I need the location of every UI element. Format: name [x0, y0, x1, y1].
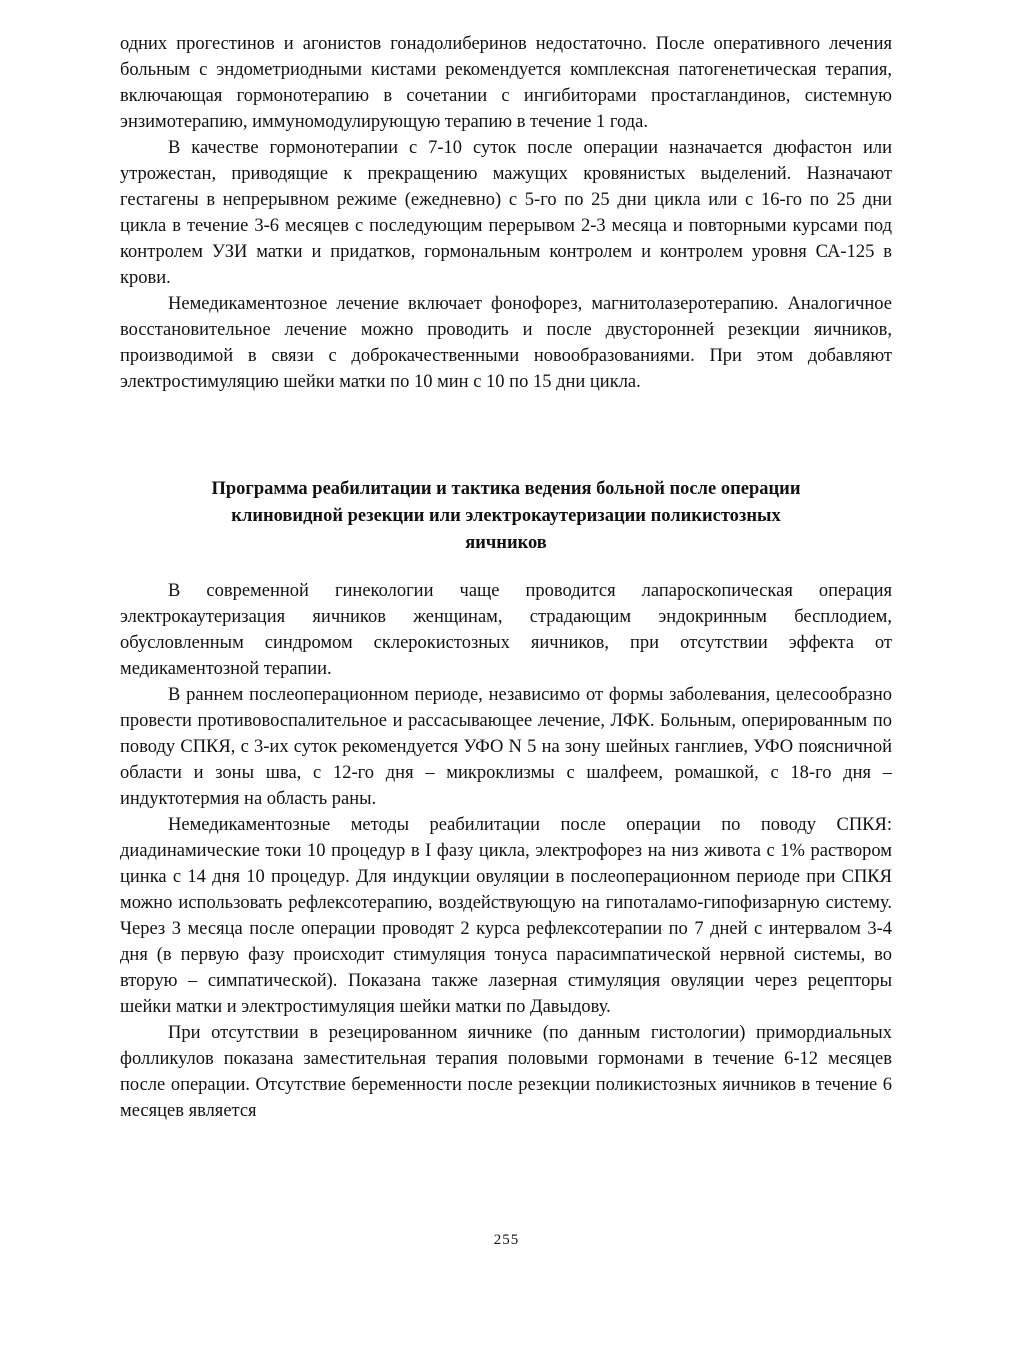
paragraph-2: В качестве гормонотерапии с 7-10 суток после операции назначается дюфастон или утрожестан, приводящие к прекращению мажущих кровянистых выделений. Назначают гестагены в непрерывном режиме (ежедневно) с 5-го по 25 дни цикла или с 16-го по 25 дни цикла в течение 3-6 месяцев с последующим перерывом 2-3 месяца и повторными курсами под контролем УЗИ матки и придатков, гормональным контролем и контролем уровня СА-125 в крови. — [120, 138, 892, 288]
heading-line-2: клиновидной резекции или электрокаутеризации поликистозных — [231, 506, 781, 526]
paragraph-4: В современной гинекологии чаще проводится лапароскопическая операция электрокаутеризация яичников женщинам, страдающим эндокринным бесплодием, обусловленным синдромом склерокистозных яичников, при отсутствии эффекта от медикаментозной терапии. — [120, 581, 892, 679]
paragraph-5: В раннем послеоперационном периоде, независимо от формы заболевания, целесообразно провести противовоспалительное и рассасывающее лечение, ЛФК. Больным, оперированным по поводу СПКЯ, с 3-их суток рекомендуется УФО N 5 на зону шейных ганглиев, УФО поясничной области и зоны шва, с 12-го дня – микроклизмы с шалфеем, ромашкой, с 18-го дня – индуктотермия на область раны. — [120, 685, 892, 809]
section-1-text — [120, 31, 892, 395]
heading-line-3: яичников — [465, 533, 547, 553]
paragraph-6: Немедикаментозные методы реабилитации после операции по поводу СПКЯ: диадинамические токи 10 процедур в I фазу цикла, электрофорез на низ живота с 1% раствором цинка с 14 дня 10 процедур. Для индукции овуляции в послеоперационном периоде при СПКЯ можно использовать рефлексотерапию, воздействующую на гипоталамо-гипофизарную систему. Через 3 месяца после операции проводят 2 курса рефлексотерапии по 7 дней с интервалом 3-4 дня (в первую фазу происходит стимуляция тонуса парасимпатической нервной системы, во вторую – симпатической). Показана также лазерная стимуляция овуляции через рецепторы шейки матки и электростимуляция шейки матки по Давыдову. — [120, 815, 892, 1017]
paragraph-1: одних прогестинов и агонистов гонадолиберинов недостаточно. После оперативного лечения больным с эндометриодными кистами рекомендуется комплексная патогенетическая терапия, включающая гормонотерапию в сочетании с ингибиторами простагландинов, системную энзимотерапию, иммуномодулирующую терапию в течение 1 года. — [120, 34, 892, 132]
paragraph-7: При отсутствии в резецированном яичнике (по данным гистологии) примордиальных фолликулов показана заместительная терапия половыми гормонами в течение 6-12 месяцев после операции. Отсутствие беременности после резекции поликистозных яичников в течение 6 месяцев является — [120, 1023, 892, 1121]
section-2-text — [120, 578, 892, 1124]
heading-line-1: Программа реабилитации и тактика ведения больной после операции — [211, 479, 801, 499]
section-heading — [120, 476, 892, 557]
page-number: 255 — [493, 1232, 520, 1248]
paragraph-3: Немедикаментозное лечение включает фонофорез, магнитолазеротерапию. Аналогичное восстановительное лечение можно проводить и после двусторонней резекции яичников, производимой в связи с доброкачественными новообразованиями. При этом добавляют электростимуляцию шейки матки по 10 мин с 10 по 15 дни цикла. — [120, 294, 892, 392]
